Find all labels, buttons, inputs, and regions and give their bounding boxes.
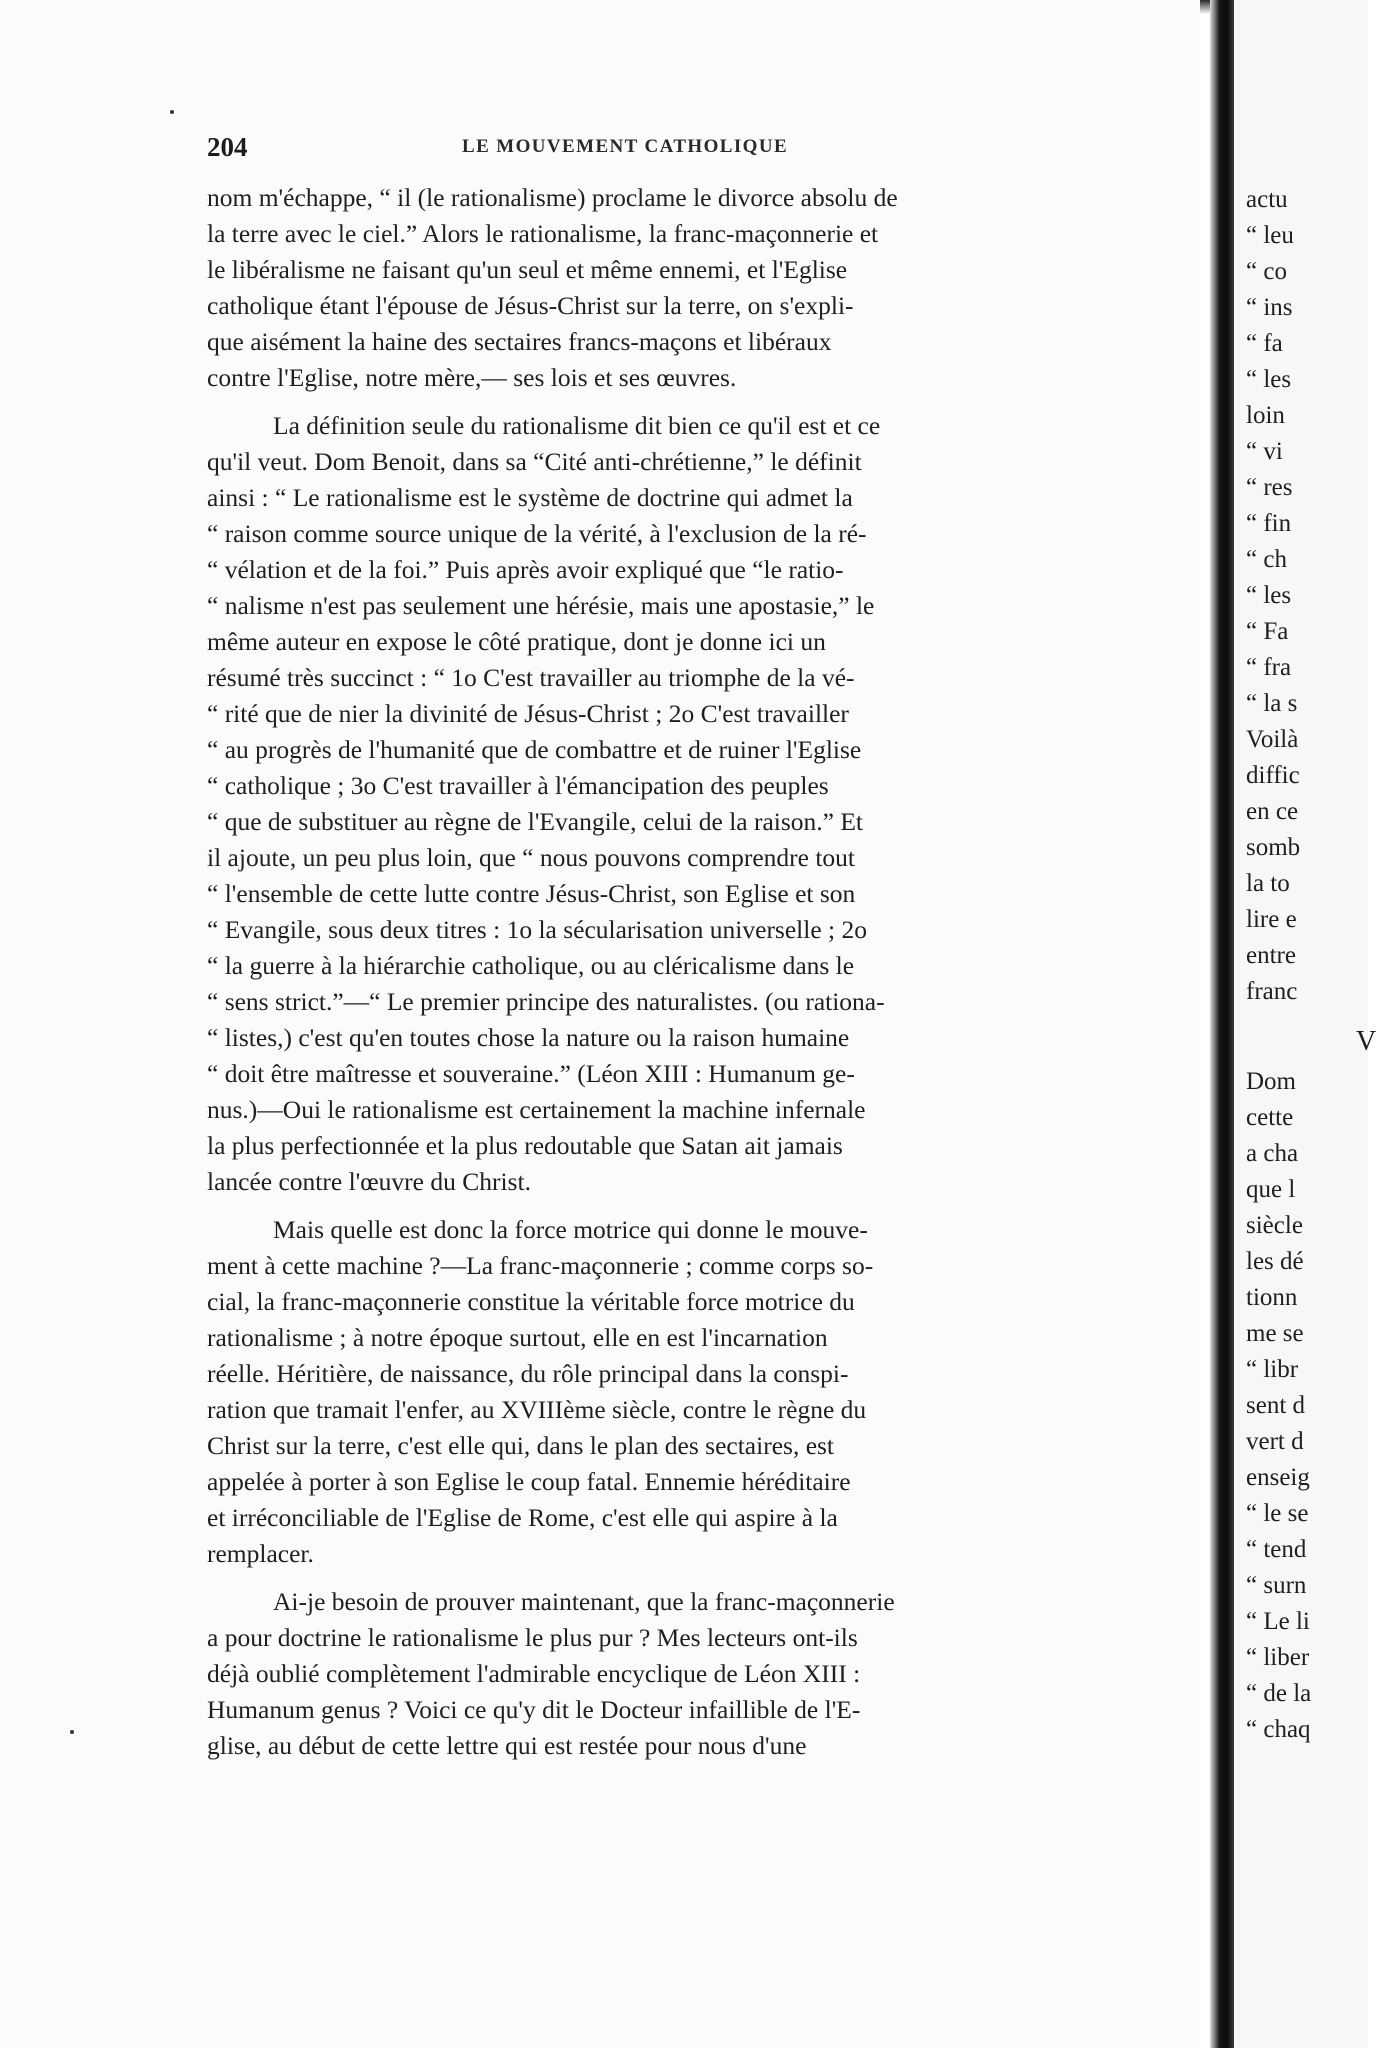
- facing-text-fragment: me se: [1246, 1320, 1304, 1347]
- text-line: appelée à porter à son Eglise le coup fatal. Ennemie héréditaire: [207, 1467, 851, 1496]
- facing-text-fragment: enseig: [1246, 1464, 1310, 1491]
- facing-text-fragment: “ ins: [1246, 294, 1293, 321]
- text-line: le libéralisme ne faisant qu'un seul et même ennemi, et l'Eglise: [207, 255, 848, 284]
- facing-text-fragment: les dé: [1246, 1248, 1304, 1275]
- text-line: “ sens strict.”—“ Le premier principe des naturalistes. (ou rationa-: [207, 987, 885, 1016]
- facing-text-fragment: la to: [1246, 870, 1290, 897]
- body-text: [207, 180, 1112, 1764]
- text-line: “ nalisme n'est pas seulement une hérésie, mais une apostasie,” le: [207, 591, 875, 620]
- facing-text-fragment: Voilà: [1246, 726, 1299, 753]
- facing-text-fragment: que l: [1246, 1176, 1296, 1203]
- facing-text-fragment: diffic: [1246, 762, 1300, 789]
- facing-text-fragment: a cha: [1246, 1140, 1299, 1167]
- text-line: La définition seule du rationalisme dit bien ce qu'il est et ce: [273, 411, 881, 440]
- facing-text-fragment: “ de la: [1246, 1680, 1312, 1707]
- text-line: contre l'Eglise, notre mère,— ses lois et ses œuvres.: [207, 363, 737, 392]
- facing-text-fragment: somb: [1246, 834, 1301, 861]
- text-line: ment à cette machine ?—La franc-maçonnerie ; comme corps so-: [207, 1251, 874, 1280]
- text-line: et irréconciliable de l'Eglise de Rome, c'est elle qui aspire à la: [207, 1503, 838, 1532]
- facing-text-fragment: siècle: [1246, 1212, 1303, 1239]
- facing-heading-fragment: V: [1356, 1026, 1376, 1057]
- text-line: Ai-je besoin de prouver maintenant, que la franc-maçonnerie: [273, 1587, 895, 1616]
- text-line: que aisément la haine des sectaires francs-maçons et libéraux: [207, 327, 832, 356]
- page-number: 204: [207, 132, 248, 162]
- facing-text-fragment: “ la s: [1246, 690, 1298, 717]
- facing-text-fragment: Dom: [1246, 1068, 1296, 1095]
- text-line: qu'il veut. Dom Benoit, dans sa “Cité anti-chrétienne,” le définit: [207, 447, 862, 476]
- text-line: la plus perfectionnée et la plus redoutable que Satan ait jamais: [207, 1131, 843, 1160]
- text-line: cial, la franc-maçonnerie constitue la véritable force motrice du: [207, 1287, 855, 1316]
- facing-text-fragment: actu: [1246, 186, 1288, 213]
- facing-text-fragment: “ le se: [1246, 1500, 1309, 1527]
- text-line: “ la guerre à la hiérarchie catholique, ou au cléricalisme dans le: [207, 951, 855, 980]
- text-line: ainsi : “ Le rationalisme est le système de doctrine qui admet la: [207, 483, 853, 512]
- facing-text-fragment: vert d: [1246, 1428, 1304, 1455]
- facing-text-fragment: lire e: [1246, 906, 1297, 933]
- text-line: catholique étant l'épouse de Jésus-Christ sur la terre, on s'expli-: [207, 291, 854, 320]
- facing-text-fragment: “ surn: [1246, 1572, 1307, 1599]
- facing-text-fragment: “ co: [1246, 258, 1287, 285]
- facing-text-fragment: “ les: [1246, 366, 1292, 393]
- facing-text-fragment: sent d: [1246, 1392, 1306, 1419]
- text-line: Humanum genus ? Voici ce qu'y dit le Docteur infaillible de l'E-: [207, 1695, 861, 1724]
- book-binding-gutter: [1210, 0, 1234, 2048]
- text-line: remplacer.: [207, 1539, 314, 1568]
- text-line: nus.)—Oui le rationalisme est certainement la machine infernale: [207, 1095, 866, 1124]
- facing-text-fragment: “ fra: [1246, 654, 1292, 681]
- text-line: “ Evangile, sous deux titres : 1o la sécularisation universelle ; 2o: [207, 915, 867, 944]
- text-line: “ que de substituer au règne de l'Evangile, celui de la raison.” Et: [207, 807, 864, 836]
- facing-text-fragment: “ leu: [1246, 222, 1294, 249]
- facing-text-fragment: “ res: [1246, 474, 1293, 501]
- text-line: a pour doctrine le rationalisme le plus pur ? Mes lecteurs ont-ils: [207, 1623, 858, 1652]
- facing-text-fragment: “ fa: [1246, 330, 1283, 357]
- facing-text-fragment: franc: [1246, 978, 1298, 1005]
- facing-text-fragment: “ Fa: [1246, 618, 1289, 645]
- facing-page: [1234, 0, 1376, 2048]
- facing-text-fragment: loin: [1246, 402, 1285, 429]
- facing-text-fragment: “ vi: [1246, 438, 1283, 465]
- text-line: “ listes,) c'est qu'en toutes chose la nature ou la raison humaine: [207, 1023, 850, 1052]
- facing-text-fragment: “ liber: [1246, 1644, 1310, 1671]
- text-line: “ vélation et de la foi.” Puis après avoir expliqué que “le ratio-: [207, 555, 844, 584]
- text-line: “ doit être maîtresse et souveraine.” (Léon XIII : Humanum ge-: [207, 1059, 855, 1088]
- text-line: déjà oublié complètement l'admirable encyclique de Léon XIII :: [207, 1659, 861, 1688]
- facing-text-fragment: entre: [1246, 942, 1296, 969]
- running-head: LE MOUVEMENT CATHOLIQUE: [462, 136, 789, 157]
- text-line: “ rité que de nier la divinité de Jésus-Christ ; 2o C'est travailler: [207, 699, 849, 728]
- facing-text-fragment: “ les: [1246, 582, 1292, 609]
- text-line: même auteur en expose le côté pratique, dont je donne ici un: [207, 627, 826, 656]
- text-line: “ catholique ; 3o C'est travailler à l'émancipation des peuples: [207, 771, 829, 800]
- text-line: “ raison comme source unique de la vérité, à l'exclusion de la ré-: [207, 519, 867, 548]
- facing-text-fragment: “ Le li: [1246, 1608, 1310, 1635]
- scan-speck: [170, 110, 174, 114]
- text-line: “ au progrès de l'humanité que de combattre et de ruiner l'Eglise: [207, 735, 862, 764]
- facing-text-fragment: “ tend: [1246, 1536, 1307, 1563]
- text-line: rationalisme ; à notre époque surtout, elle en est l'incarnation: [207, 1323, 828, 1352]
- facing-text-fragment: “ fin: [1246, 510, 1292, 537]
- text-line: nom m'échappe, “ il (le rationalisme) proclame le divorce absolu de: [207, 183, 898, 212]
- text-line: réelle. Héritière, de naissance, du rôle principal dans la conspi-: [207, 1359, 849, 1388]
- text-line: glise, au début de cette lettre qui est restée pour nous d'une: [207, 1731, 807, 1760]
- scan-speck: [70, 1730, 74, 1734]
- facing-text-fragment: “ ch: [1246, 546, 1287, 573]
- facing-text-fragment: “ chaq: [1246, 1716, 1311, 1743]
- text-line: il ajoute, un peu plus loin, que “ nous pouvons comprendre tout: [207, 843, 856, 872]
- facing-text-fragment: en ce: [1246, 798, 1299, 825]
- text-line: la terre avec le ciel.” Alors le rationalisme, la franc-maçonnerie et: [207, 219, 879, 248]
- text-line: résumé très succinct : “ 1o C'est travailler au triomphe de la vé-: [207, 663, 855, 692]
- facing-text-fragment: “ libr: [1246, 1356, 1299, 1383]
- facing-text-fragment: tionn: [1246, 1284, 1298, 1311]
- text-line: Mais quelle est donc la force motrice qui donne le mouve-: [273, 1215, 868, 1244]
- text-line: “ l'ensemble de cette lutte contre Jésus-Christ, son Eglise et son: [207, 879, 856, 908]
- text-line: Christ sur la terre, c'est elle qui, dans le plan des sectaires, est: [207, 1431, 835, 1460]
- text-line: lancée contre l'œuvre du Christ.: [207, 1167, 531, 1196]
- text-line: ration que tramait l'enfer, au XVIIIème siècle, contre le règne du: [207, 1395, 867, 1424]
- facing-text-fragment: cette: [1246, 1104, 1294, 1131]
